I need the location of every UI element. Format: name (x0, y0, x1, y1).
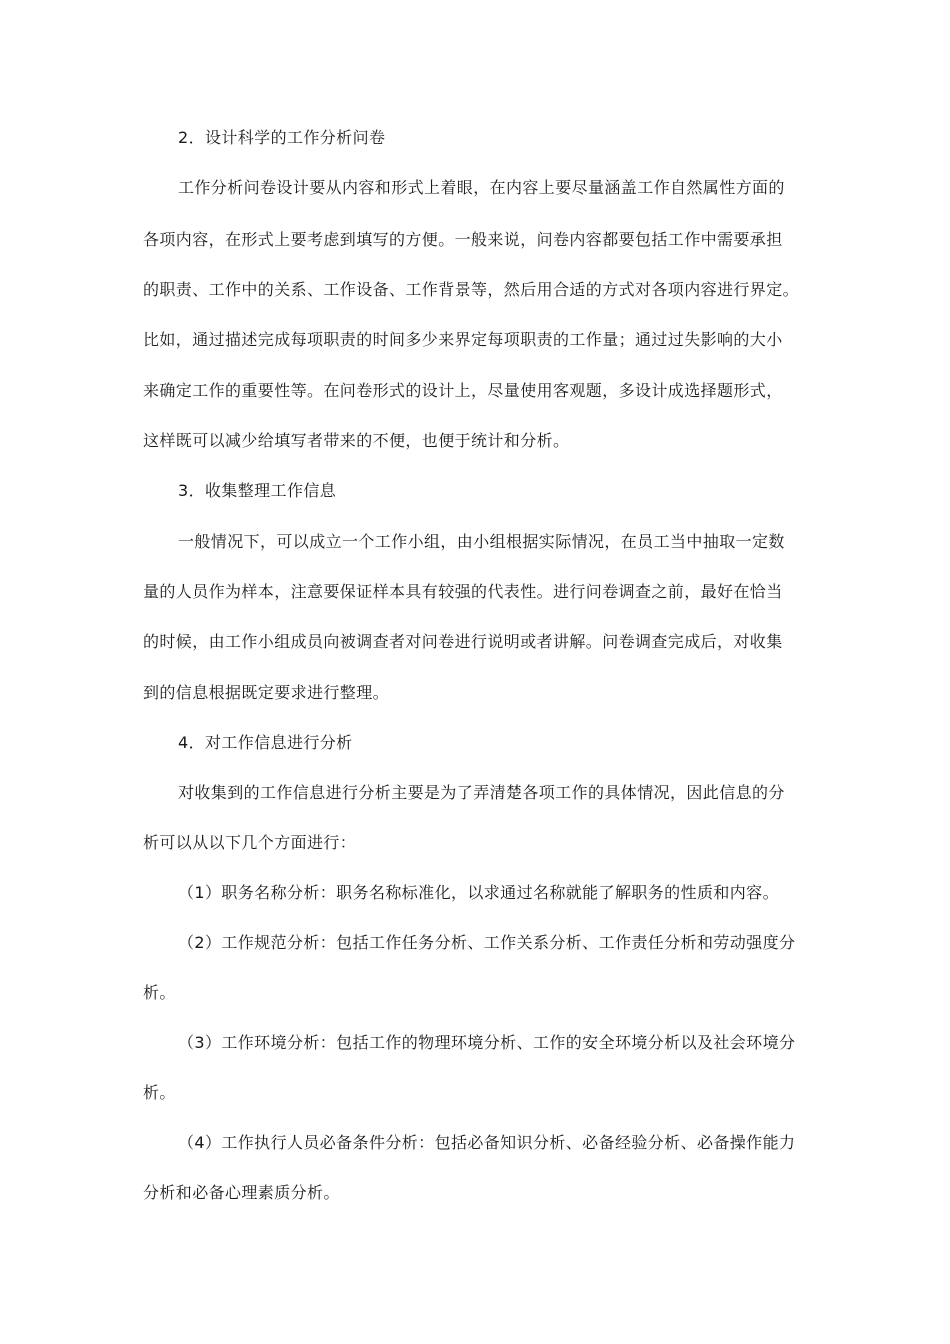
paragraph-line: 这样既可以减少给填写者带来的不便，也便于统计和分析。 (143, 431, 570, 450)
paragraph-line: 一般情况下，可以成立一个工作小组，由小组根据实际情况，在员工当中抽取一定数 (178, 532, 785, 551)
paragraph-line: 对收集到的工作信息进行分析主要是为了弄清楚各项工作的具体情况，因此信息的分 (178, 783, 785, 802)
section-heading: 4．对工作信息进行分析 (178, 733, 353, 752)
paragraph-line: 的时候，由工作小组成员向被调查者对问卷进行说明或者讲解。问卷调查完成后，对收集 (143, 632, 783, 651)
section-heading: 2．设计科学的工作分析问卷 (178, 128, 386, 147)
list-item: （2）工作规范分析：包括工作任务分析、工作关系分析、工作责任分析和劳动强度分 (178, 933, 796, 952)
list-item: （4）工作执行人员必备条件分析：包括必备知识分析、必备经验分析、必备操作能力 (178, 1133, 796, 1152)
paragraph-line: 比如，通过描述完成每项职责的时间多少来界定每项职责的工作量；通过过失影响的大小 (143, 330, 783, 349)
paragraph-line: 的职责、工作中的关系、工作设备、工作背景等，然后用合适的方式对各项内容进行界定。 (143, 280, 800, 299)
list-item-continuation: 析。 (143, 1083, 176, 1102)
paragraph-line: 到的信息根据既定要求进行整理。 (143, 683, 390, 702)
paragraph-line: 来确定工作的重要性等。在问卷形式的设计上，尽量使用客观题，多设计成选择题形式， (143, 381, 783, 400)
paragraph-line: 工作分析问卷设计要从内容和形式上着眼，在内容上要尽量涵盖工作自然属性方面的 (178, 178, 785, 197)
list-item-continuation: 分析和必备心理素质分析。 (143, 1183, 340, 1202)
list-item: （1）职务名称分析：职务名称标准化，以求通过名称就能了解职务的性质和内容。 (178, 883, 779, 902)
section-heading: 3．收集整理工作信息 (178, 481, 337, 500)
paragraph-line: 各项内容，在形式上要考虑到填写的方便。一般来说，问卷内容都要包括工作中需要承担 (143, 230, 783, 249)
list-item: （3）工作环境分析：包括工作的物理环境分析、工作的安全环境分析以及社会环境分 (178, 1033, 796, 1052)
list-item-continuation: 析。 (143, 983, 176, 1002)
paragraph-line: 析可以从以下几个方面进行： (143, 833, 357, 852)
paragraph-line: 量的人员作为样本，注意要保证样本具有较强的代表性。进行问卷调查之前，最好在恰当 (143, 582, 783, 601)
